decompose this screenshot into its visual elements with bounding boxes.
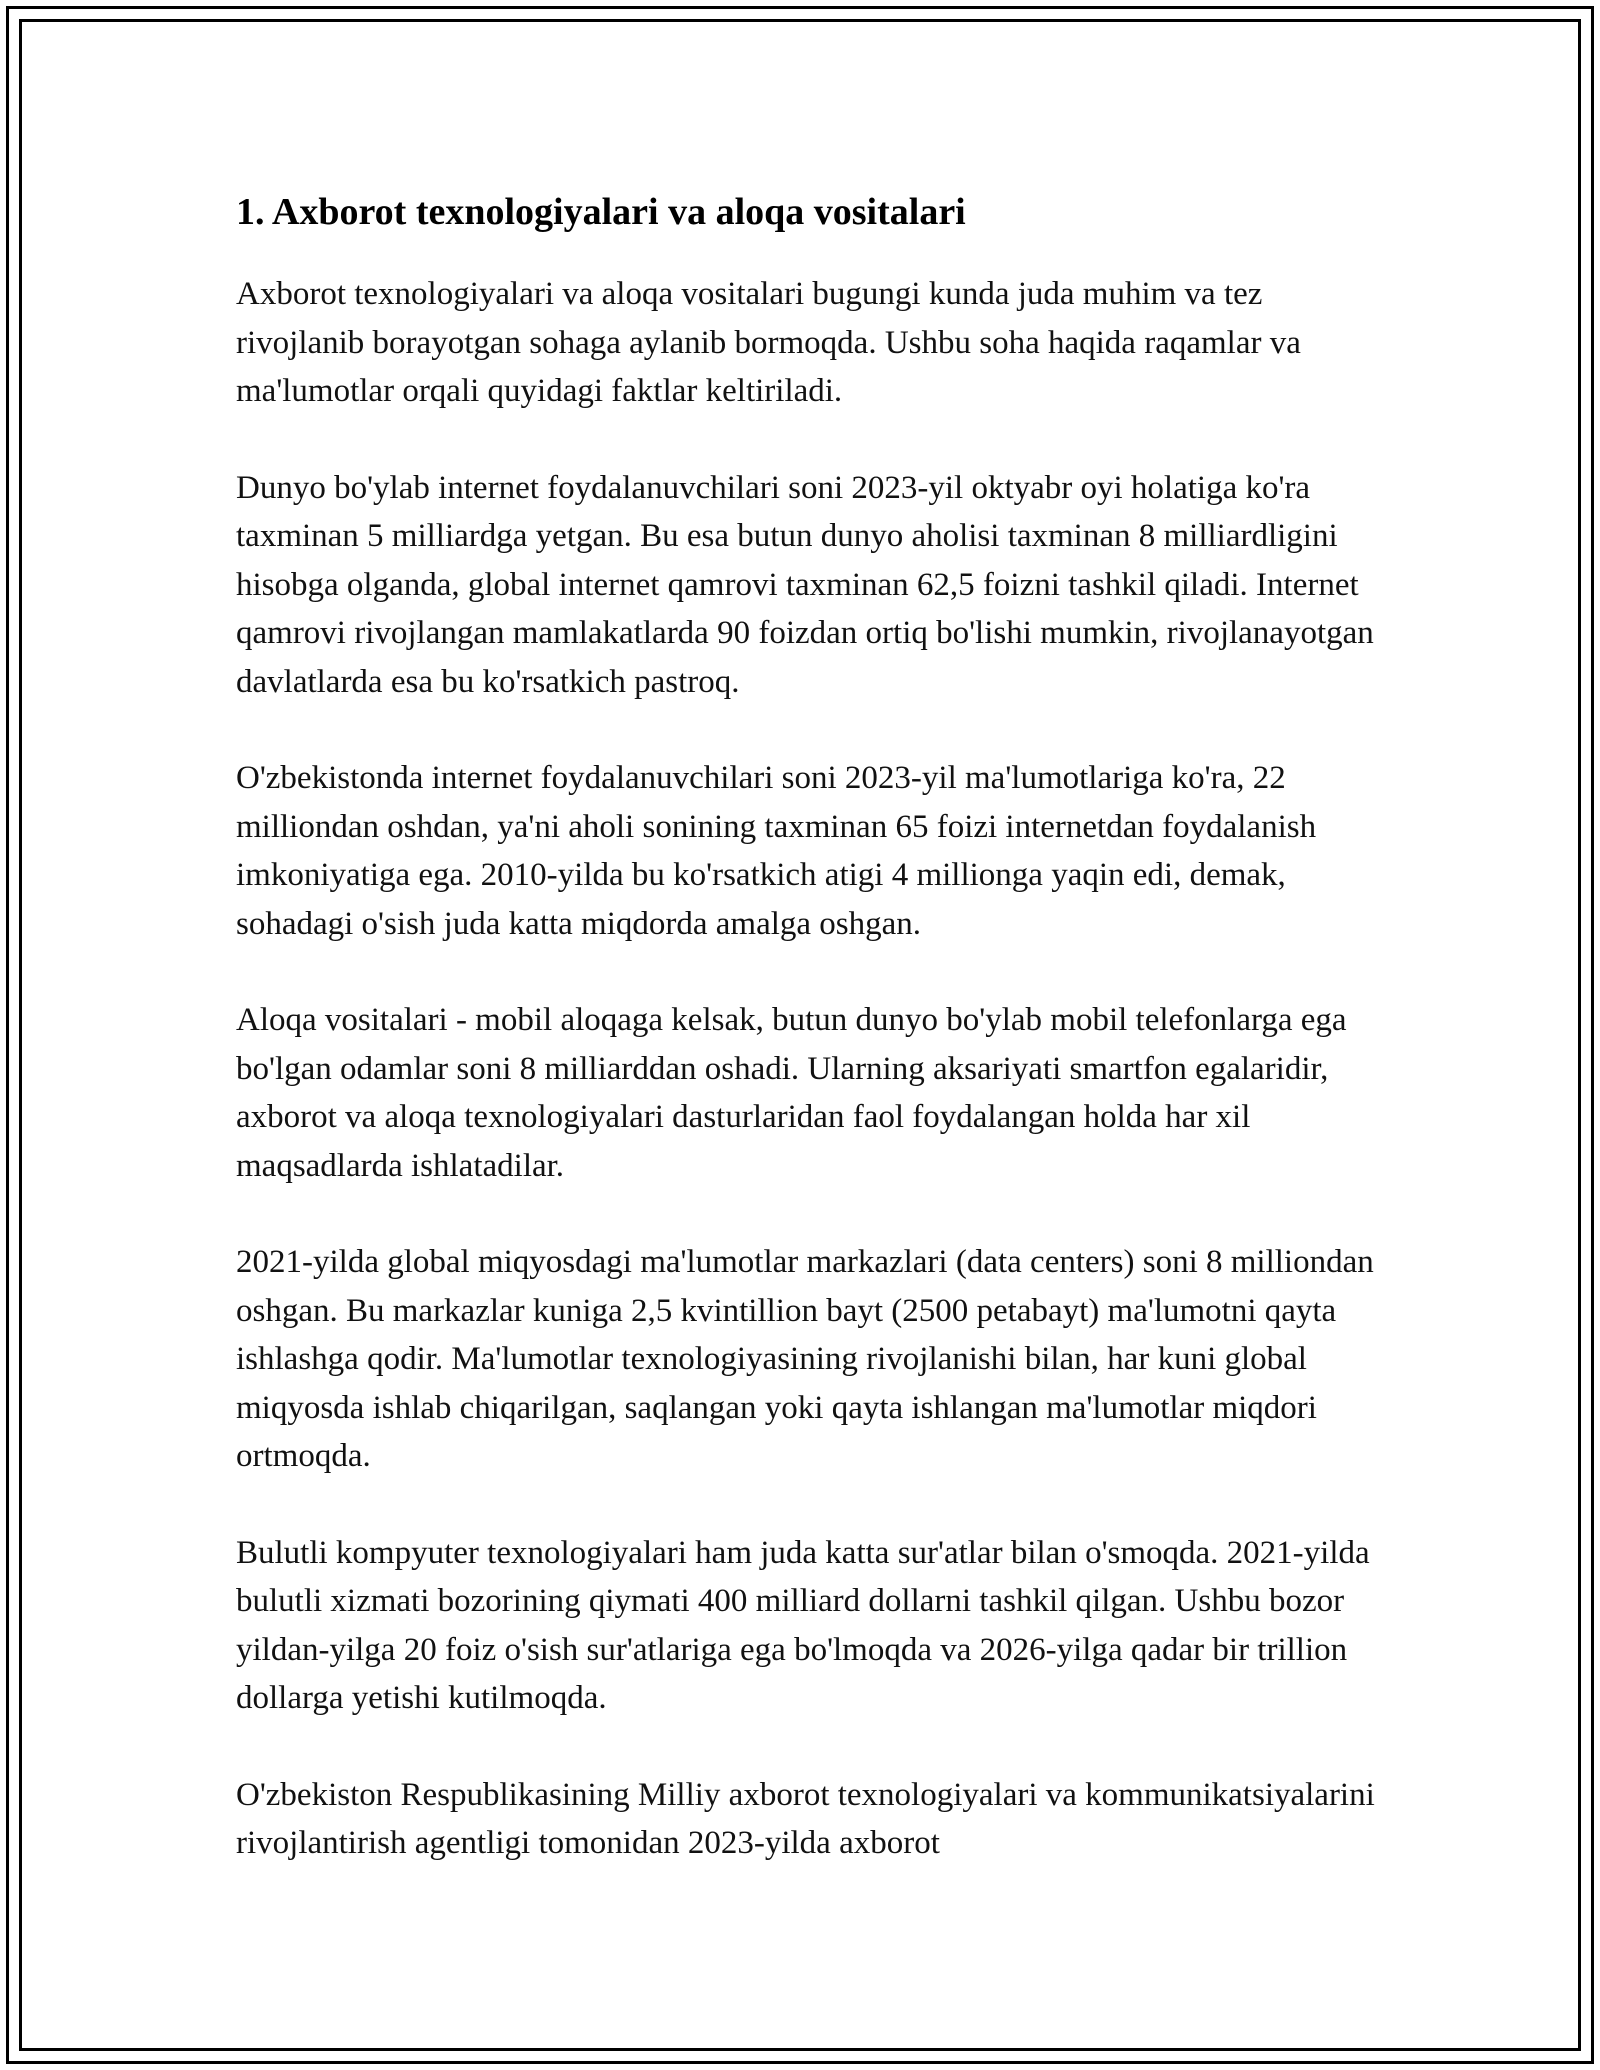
section-title: 1. Axborot texnologiyalari va aloqa vositalari	[236, 191, 966, 233]
paragraph-mobile-communication: Aloqa vositalari - mobil aloqaga kelsak, butun dunyo bo'ylab mobil telefonlarga ega bo'lgan odamlar soni 8 milliarddan oshadi. Ularning aksariyati smartfon egalaridir, axborot va aloqa texnologiyalari dasturlaridan faol foydalangan holda har xil maqsadlarda ishlatadilar.	[236, 1002, 1347, 1184]
paragraph-national-agency: O'zbekiston Respublikasining Milliy axborot texnologiyalari va kommunikatsiyalarini rivojlantirish agentligi tomonidan 2023-yilda axborot	[236, 1776, 1375, 1861]
paragraph-global-internet-users: Dunyo bo'ylab internet foydalanuvchilari soni 2023-yil oktyabr oyi holatiga ko'ra taxminan 5 milliardga yetgan. Bu esa butun dunyo aholisi taxminan 8 milliardligini hisobga olganda, global internet qamrovi taxminan 62,5 foizni tashkil qiladi. Internet qamrovi rivojlangan mamlakatlarda 90 foizdan ortiq bo'lishi mumkin, rivojlanayotgan davlatlarda esa bu ko'rsatkich pastroq.	[236, 469, 1374, 700]
document-body	[236, 188, 1376, 1916]
paragraph-data-centers: 2021-yilda global miqyosdagi ma'lumotlar markazlari (data centers) soni 8 milliondan oshgan. Bu markazlar kuniga 2,5 kvintillion bayt (2500 petabayt) ma'lumotni qayta ishlashga qodir. Ma'lumotlar texnologiyasining rivojlanishi bilan, har kuni global miqyosda ishlab chiqarilgan, saqlangan yoki qayta ishlangan ma'lumotlar miqdori ortmoqda.	[236, 1244, 1374, 1474]
paragraph-cloud-computing: Bulutli kompyuter texnologiyalari ham juda katta sur'atlar bilan o'smoqda. 2021-yilda bulutli xizmati bozorining qiymati 400 milliard dollarni tashkil qilgan. Ushbu bozor yildan-yilga 20 foiz o'sish sur'atlariga ega bo'lmoqda va 2026-yilga qadar bir trillion dollarga yetishi kutilmoqda.	[236, 1534, 1370, 1716]
paragraph-uzbekistan-internet-users: O'zbekistonda internet foydalanuvchilari soni 2023-yil ma'lumotlariga ko'ra, 22 milliondan oshdan, ya'ni aholi sonining taxminan 65 foizi internetdan foydalanish imkoniyatiga ega. 2010-yilda bu ko'rsatkich atigi 4 millionga yaqin edi, demak, sohadagi o'sish juda katta miqdorda amalga oshgan.	[236, 760, 1317, 942]
paragraph-intro: Axborot texnologiyalari va aloqa vositalari bugungi kunda juda muhim va tez rivojlanib borayotgan sohaga aylanib bormoqda. Ushbu soha haqida raqamlar va ma'lumotlar orqali quyidagi faktlar keltiriladi.	[236, 276, 1301, 409]
